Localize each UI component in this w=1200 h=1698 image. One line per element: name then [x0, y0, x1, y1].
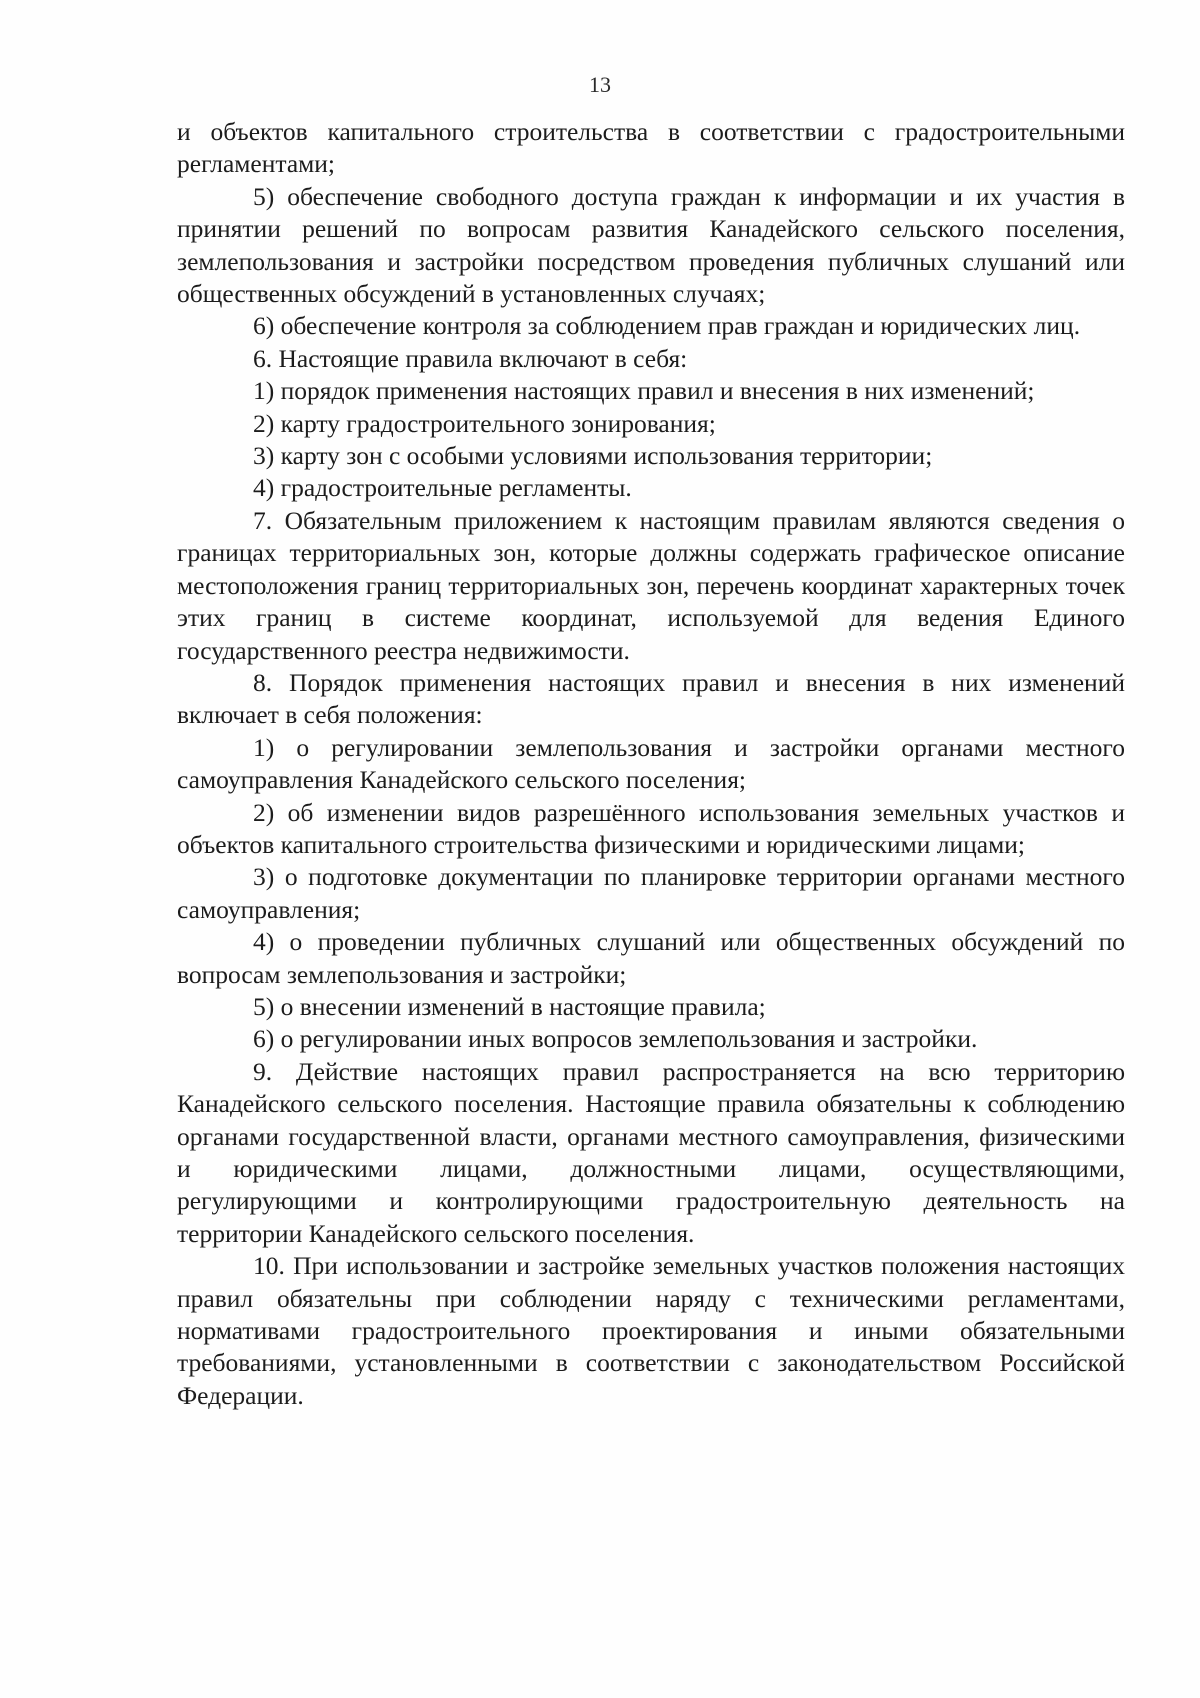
paragraph: 5) о внесении изменений в настоящие правила;: [253, 991, 766, 1021]
paragraph: 7. Обязательным приложением к настоящим правилам являются сведения о границах территориальных зон, которые должны содержать графическое описание местоположения границ территориальных зон, перечень координат характерных точек этих границ в системе координат, используемой для ведения Единого государственного реестра недвижимости.: [177, 505, 1125, 665]
paragraph: 1) порядок применения настоящих правил и внесения в них изменений;: [253, 376, 1035, 406]
paragraph: 6. Настоящие правила включают в себя:: [253, 343, 688, 373]
paragraph: 1) о регулировании землепользования и застройки органами местного самоуправления Канадейского сельского поселения;: [177, 732, 1125, 795]
document-body: [177, 116, 1125, 1412]
paragraph: 3) о подготовке документации по планировке территории органами местного самоуправления;: [177, 862, 1125, 924]
paragraph: 3) карту зон с особыми условиями использования территории;: [253, 441, 933, 471]
page-number: 13: [589, 72, 611, 97]
paragraph: 2) об изменении видов разрешённого использования земельных участков и объектов капитального строительства физическими и юридическими лицами;: [177, 797, 1125, 859]
paragraph: 6) о регулировании иных вопросов землепользования и застройки.: [253, 1024, 978, 1054]
paragraph: 8. Порядок применения настоящих правил и внесения в них изменений включает в себя положения:: [177, 667, 1125, 730]
paragraph: 4) о проведении публичных слушаний или общественных обсуждений по вопросам землепользования и застройки;: [177, 927, 1125, 989]
paragraph: 10. При использовании и застройке земельных участков положения настоящих правил обязательны при соблюдении наряду с техническими регламентами, нормативами градостроительного проектирования и иными обязательными требованиями, установленными в соответствии с законодательством Российской Федерации.: [177, 1251, 1125, 1410]
paragraph: 5) обеспечение свободного доступа граждан к информации и их участия в принятии решений по вопросам развития Канадейского сельского поселения, землепользования и застройки посредством проведения публичных слушаний или общественных обсуждений в установленных случаях;: [177, 181, 1125, 309]
paragraph: 2) карту градостроительного зонирования;: [253, 408, 716, 438]
paragraph: 6) обеспечение контроля за соблюдением прав граждан и юридических лиц.: [253, 311, 1081, 341]
paragraph: и объектов капитального строительства в соответствии с градостроительными регламентами;: [177, 117, 1125, 179]
paragraph: 9. Действие настоящих правил распространяется на всю территорию Канадейского сельского поселения. Настоящие правила обязательны к соблюдению органами государственной власти, органами местного самоуправления, физическими и юридическими лицами, должностными лицами, осуществляющими, регулирующими и контролирующими градостроительную деятельность на территории Канадейского сельского поселения.: [177, 1056, 1125, 1248]
paragraph: 4) градостроительные регламенты.: [253, 473, 632, 503]
